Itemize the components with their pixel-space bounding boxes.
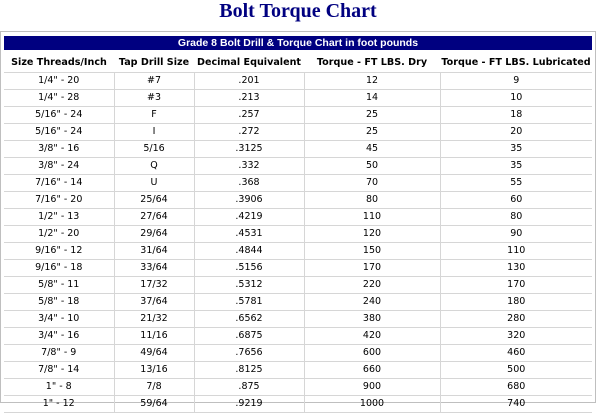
size-cell: 7/8" - 14	[4, 362, 114, 379]
torque-dry-cell: 80	[304, 192, 440, 209]
decimal-cell: .5312	[194, 277, 304, 294]
size-cell: 1/2" - 13	[4, 209, 114, 226]
table-row	[4, 277, 592, 294]
torque-lubricated-cell: 500	[440, 362, 592, 379]
decimal-cell: .8125	[194, 362, 304, 379]
decimal-cell: .875	[194, 379, 304, 396]
tap-drill-cell: 21/32	[114, 311, 194, 328]
table-row	[4, 175, 592, 192]
table-body	[4, 73, 592, 413]
table-header-row	[4, 54, 592, 73]
size-cell: 3/4" - 16	[4, 328, 114, 345]
torque-lubricated-cell: 20	[440, 124, 592, 141]
torque-dry-cell: 45	[304, 141, 440, 158]
size-cell: 7/16" - 20	[4, 192, 114, 209]
table-row	[4, 294, 592, 311]
torque-dry-cell: 380	[304, 311, 440, 328]
table-row	[4, 362, 592, 379]
table-row	[4, 243, 592, 260]
torque-lubricated-cell: 130	[440, 260, 592, 277]
torque-lubricated-cell: 55	[440, 175, 592, 192]
torque-dry-cell: 120	[304, 226, 440, 243]
table-row	[4, 141, 592, 158]
table-row	[4, 158, 592, 175]
table-row	[4, 396, 592, 413]
size-cell: 1" - 8	[4, 379, 114, 396]
size-cell: 7/8" - 9	[4, 345, 114, 362]
torque-dry-cell: 70	[304, 175, 440, 192]
tap-drill-cell: 13/16	[114, 362, 194, 379]
size-cell: 7/16" - 14	[4, 175, 114, 192]
tap-drill-cell: #3	[114, 90, 194, 107]
decimal-cell: .6562	[194, 311, 304, 328]
tap-drill-cell: 37/64	[114, 294, 194, 311]
torque-lubricated-cell: 60	[440, 192, 592, 209]
size-cell: 9/16" - 18	[4, 260, 114, 277]
torque-dry-cell: 25	[304, 107, 440, 124]
decimal-cell: .272	[194, 124, 304, 141]
table-row	[4, 90, 592, 107]
size-cell: 1" - 12	[4, 396, 114, 413]
torque-lubricated-cell: 170	[440, 277, 592, 294]
size-cell: 3/8" - 24	[4, 158, 114, 175]
decimal-cell: .5156	[194, 260, 304, 277]
table-row	[4, 311, 592, 328]
size-cell: 1/4" - 20	[4, 73, 114, 90]
size-cell: 5/16" - 24	[4, 107, 114, 124]
size-cell: 5/8" - 18	[4, 294, 114, 311]
torque-lubricated-cell: 320	[440, 328, 592, 345]
tap-drill-cell: 31/64	[114, 243, 194, 260]
torque-dry-cell: 1000	[304, 396, 440, 413]
tap-drill-cell: 29/64	[114, 226, 194, 243]
size-cell: 5/16" - 24	[4, 124, 114, 141]
torque-lubricated-cell: 80	[440, 209, 592, 226]
decimal-cell: .4844	[194, 243, 304, 260]
table-row	[4, 345, 592, 362]
decimal-cell: .257	[194, 107, 304, 124]
torque-dry-cell: 50	[304, 158, 440, 175]
table-row	[4, 192, 592, 209]
tap-drill-cell: 17/32	[114, 277, 194, 294]
torque-dry-cell: 900	[304, 379, 440, 396]
table-row	[4, 124, 592, 141]
torque-lubricated-cell: 460	[440, 345, 592, 362]
tap-drill-cell: 11/16	[114, 328, 194, 345]
size-cell: 1/4" - 28	[4, 90, 114, 107]
size-cell: 3/8" - 16	[4, 141, 114, 158]
tap-drill-cell: 33/64	[114, 260, 194, 277]
decimal-cell: .4531	[194, 226, 304, 243]
column-header-tap-drill: Tap Drill Size	[118, 57, 190, 68]
torque-dry-cell: 220	[304, 277, 440, 294]
decimal-cell: .368	[194, 175, 304, 192]
torque-lubricated-cell: 280	[440, 311, 592, 328]
tap-drill-cell: 5/16	[114, 141, 194, 158]
page-title: Bolt Torque Chart	[219, 0, 377, 22]
column-header-decimal: Decimal Equivalent	[196, 57, 302, 68]
torque-lubricated-cell: 740	[440, 396, 592, 413]
size-cell: 1/2" - 20	[4, 226, 114, 243]
decimal-cell: .5781	[194, 294, 304, 311]
table-row	[4, 260, 592, 277]
tap-drill-cell: I	[114, 124, 194, 141]
table-row	[4, 73, 592, 90]
tap-drill-cell: #7	[114, 73, 194, 90]
column-header-torque-dry: Torque - FT LBS. Dry	[316, 57, 428, 68]
torque-lubricated-cell: 35	[440, 158, 592, 175]
tap-drill-cell: 25/64	[114, 192, 194, 209]
torque-table	[4, 54, 592, 413]
table-row	[4, 107, 592, 124]
torque-dry-cell: 14	[304, 90, 440, 107]
column-header-size: Size Threads/Inch	[11, 57, 107, 68]
torque-dry-cell: 600	[304, 345, 440, 362]
torque-dry-cell: 25	[304, 124, 440, 141]
decimal-cell: .4219	[194, 209, 304, 226]
torque-lubricated-cell: 110	[440, 243, 592, 260]
decimal-cell: .3906	[194, 192, 304, 209]
torque-dry-cell: 150	[304, 243, 440, 260]
torque-dry-cell: 420	[304, 328, 440, 345]
size-cell: 9/16" - 12	[4, 243, 114, 260]
tap-drill-cell: Q	[114, 158, 194, 175]
tap-drill-cell: F	[114, 107, 194, 124]
tap-drill-cell: U	[114, 175, 194, 192]
table-row	[4, 328, 592, 345]
torque-dry-cell: 170	[304, 260, 440, 277]
column-header-torque-lubricated: Torque - FT LBS. Lubricated	[441, 57, 591, 68]
torque-dry-cell: 240	[304, 294, 440, 311]
tap-drill-cell: 7/8	[114, 379, 194, 396]
size-cell: 5/8" - 11	[4, 277, 114, 294]
torque-lubricated-cell: 180	[440, 294, 592, 311]
decimal-cell: .213	[194, 90, 304, 107]
decimal-cell: .3125	[194, 141, 304, 158]
decimal-cell: .7656	[194, 345, 304, 362]
table-row	[4, 379, 592, 396]
tap-drill-cell: 49/64	[114, 345, 194, 362]
chart-banner: Grade 8 Bolt Drill & Torque Chart in foot pounds	[4, 36, 592, 50]
decimal-cell: .9219	[194, 396, 304, 413]
torque-lubricated-cell: 35	[440, 141, 592, 158]
torque-lubricated-cell: 18	[440, 107, 592, 124]
decimal-cell: .6875	[194, 328, 304, 345]
torque-lubricated-cell: 9	[440, 73, 592, 90]
torque-lubricated-cell: 90	[440, 226, 592, 243]
table-row	[4, 209, 592, 226]
size-cell: 3/4" - 10	[4, 311, 114, 328]
torque-dry-cell: 660	[304, 362, 440, 379]
torque-dry-cell: 110	[304, 209, 440, 226]
torque-lubricated-cell: 10	[440, 90, 592, 107]
torque-lubricated-cell: 680	[440, 379, 592, 396]
torque-dry-cell: 12	[304, 73, 440, 90]
decimal-cell: .332	[194, 158, 304, 175]
decimal-cell: .201	[194, 73, 304, 90]
tap-drill-cell: 27/64	[114, 209, 194, 226]
table-row	[4, 226, 592, 243]
tap-drill-cell: 59/64	[114, 396, 194, 413]
